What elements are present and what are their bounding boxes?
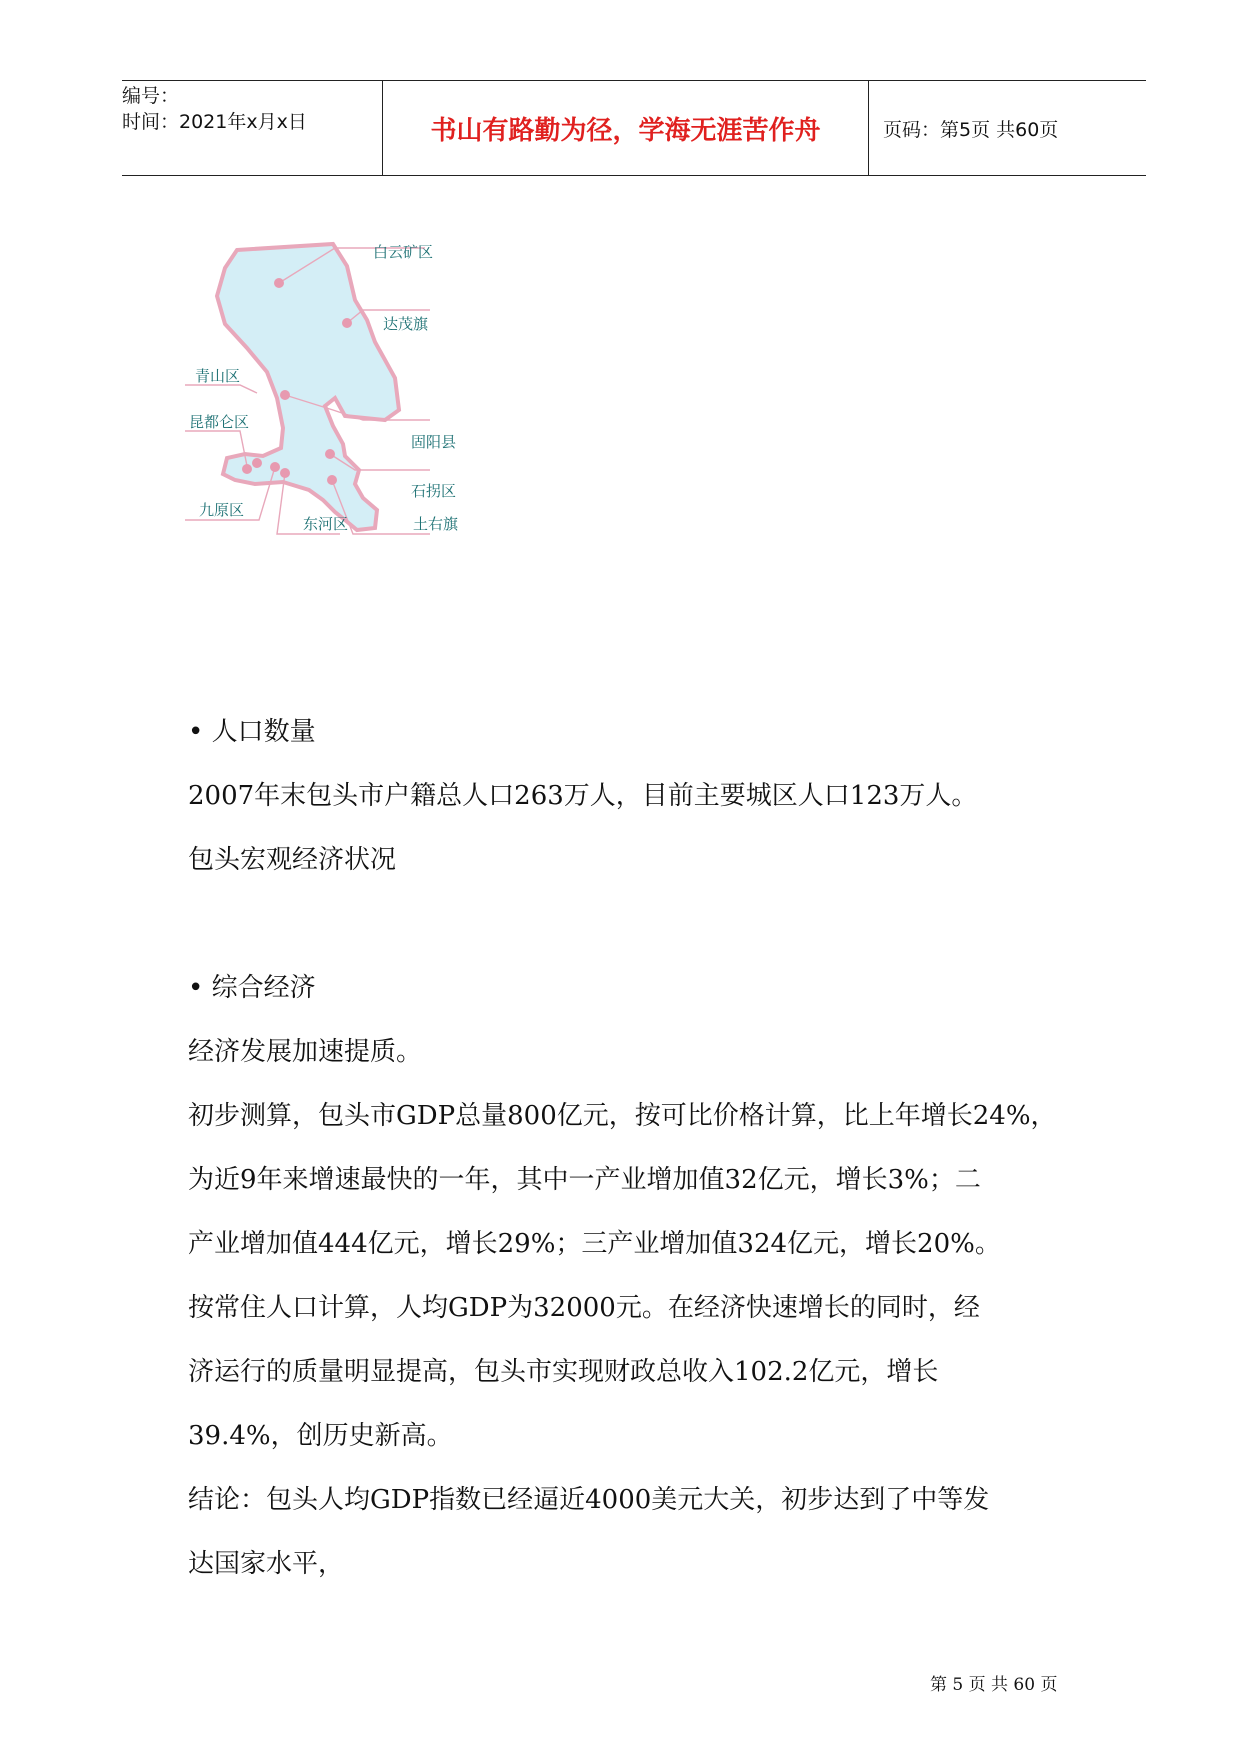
label-damao: 达茂旗 <box>383 315 429 333</box>
label-shiguai: 石拐区 <box>411 482 457 500</box>
label-kundulun: 昆都仑区 <box>189 413 250 431</box>
paragraph-population: 2007年末包头市户籍总人口263万人，目前主要城区人口123万人。 <box>188 781 978 811</box>
paragraph-line: 产业增加值444亿元，增长29%；三产业增加值324亿元，增长20%。 <box>188 1229 1001 1259</box>
paragraph-line: 39.4%，创历史新高。 <box>188 1421 453 1451</box>
map-svg <box>185 238 485 600</box>
label-donghe: 东河区 <box>303 515 349 533</box>
dot-damao <box>342 318 352 328</box>
document-time: 时间：2021年x月x日 <box>122 111 307 133</box>
label-tuyou: 土右旗 <box>413 515 459 533</box>
body-text <box>188 700 1088 1596</box>
header-motto: 书山有路勤为径，学海无涯苦作舟 <box>383 81 869 175</box>
dot-baiyun <box>274 278 284 288</box>
label-baiyun: 白云矿区 <box>373 243 434 261</box>
header-page-info: 页码：第5页 共60页 <box>883 118 1059 141</box>
label-guyang: 固阳县 <box>411 433 457 451</box>
paragraph-line: 初步测算，包头市GDP总量800亿元，按可比价格计算，比上年增长24%， <box>188 1101 1057 1131</box>
page-footer: 第 5 页 共 60 页 <box>930 1675 1058 1695</box>
paragraph-conclusion-end: 达国家水平， <box>188 1549 345 1579</box>
dot-kundulun <box>242 464 252 474</box>
baotou-district-map <box>185 238 485 600</box>
dot-jiuyuan <box>270 462 280 472</box>
dot-donghe <box>280 468 290 478</box>
label-jiuyuan: 九原区 <box>199 501 245 519</box>
paragraph-line: 按常住人口计算，人均GDP为32000元。在经济快速增长的同时，经 <box>188 1293 980 1323</box>
dot-qingshan <box>252 458 262 468</box>
heading-macro-economy: 包头宏观经济状况 <box>188 845 397 875</box>
label-qingshan: 青山区 <box>195 367 241 385</box>
paragraph-line: 为近9年来增速最快的一年，其中一产业增加值32亿元，增长3%；二 <box>188 1165 981 1195</box>
dot-tuyou <box>327 475 337 485</box>
heading-economy: • 综合经济 <box>188 973 316 1003</box>
dot-guyang <box>280 390 290 400</box>
spacer <box>188 892 1088 956</box>
page-header <box>122 80 1146 176</box>
heading-population: • 人口数量 <box>188 717 316 747</box>
document-number: 编号： <box>122 85 180 107</box>
paragraph-line: 济运行的质量明显提高，包头市实现财政总收入102.2亿元，增长 <box>188 1357 939 1387</box>
paragraph-conclusion: 结论：包头人均GDP指数已经逼近4000美元大关，初步达到了中等发 <box>188 1485 990 1515</box>
dot-shiguai <box>325 449 335 459</box>
header-left-cell <box>122 81 383 175</box>
paragraph-line: 经济发展加速提质。 <box>188 1037 423 1067</box>
